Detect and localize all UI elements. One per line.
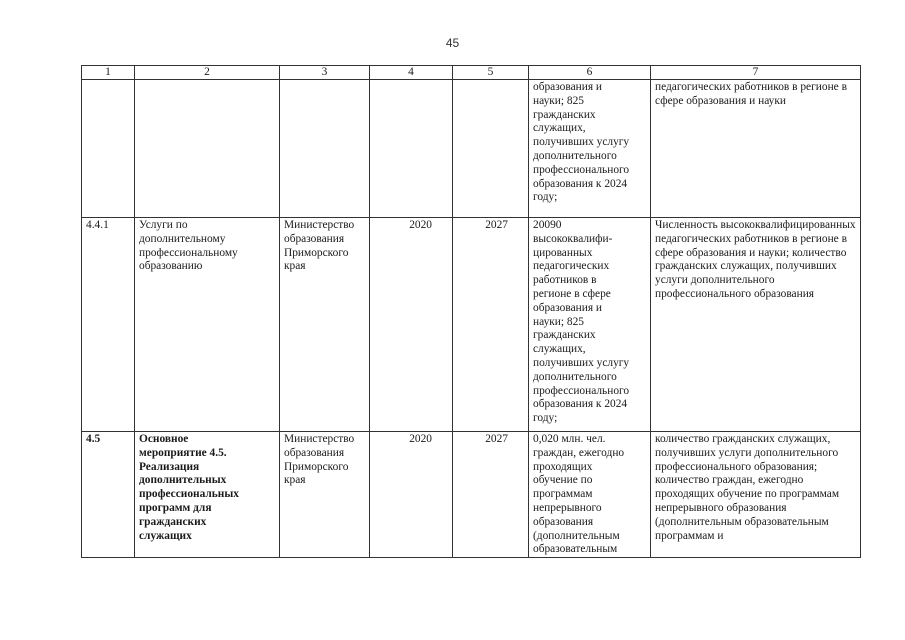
- cell-start-year: 2020: [370, 218, 453, 432]
- cell-indicator: количество гражданских служащих, получивших услуги дополнительного профессионального образования; количество граждан, ежегодно проходящих обучение по программам непрерывного образования (дополнительным образовательным программам и: [651, 432, 861, 558]
- cell-name: [135, 80, 280, 218]
- cell-number: 4.5: [82, 432, 135, 558]
- cell-name: Услуги по дополнительному профессиональному образованию: [135, 218, 280, 432]
- cell-name: Основное мероприятие 4.5. Реализация дополнительных профессиональных программ для гражданских служащих: [135, 432, 280, 558]
- cell-expected-result: 0,020 млн. чел. граждан, ежегодно проходящих обучение по программам непрерывного образования (дополнительным образовательным: [529, 432, 651, 558]
- cell-indicator: Численность высококвалифицированных педагогических работников в регионе в сфере образования и науки; количество гражданских служащих, получивших услуги дополнительного профессионального образования: [651, 218, 861, 432]
- table-row-4-4-1: [82, 218, 861, 432]
- page-number: 45: [445, 36, 460, 50]
- table-row-continuation: [82, 80, 861, 218]
- cell-end-year: [453, 80, 529, 218]
- header-col-7: 7: [651, 66, 861, 80]
- cell-end-year: 2027: [453, 218, 529, 432]
- header-col-6: 6: [529, 66, 651, 80]
- cell-start-year: 2020: [370, 432, 453, 558]
- cell-executor: Министерство образования Приморского края: [280, 218, 370, 432]
- header-col-5: 5: [453, 66, 529, 80]
- cell-expected-result: образования и науки; 825 гражданских служащих, получивших услугу дополнительного профессионального образования к 2024 году;: [529, 80, 651, 218]
- header-col-1: 1: [82, 66, 135, 80]
- header-col-3: 3: [280, 66, 370, 80]
- cell-number: [82, 80, 135, 218]
- header-row: [82, 66, 861, 80]
- cell-executor: [280, 80, 370, 218]
- cell-start-year: [370, 80, 453, 218]
- table-row-4-5: [82, 432, 861, 558]
- header-col-2: 2: [135, 66, 280, 80]
- cell-indicator: педагогических работников в регионе в сфере образования и науки: [651, 80, 861, 218]
- cell-number: 4.4.1: [82, 218, 135, 432]
- program-table: [81, 65, 861, 558]
- header-col-4: 4: [370, 66, 453, 80]
- cell-executor: Министерство образования Приморского края: [280, 432, 370, 558]
- cell-end-year: 2027: [453, 432, 529, 558]
- cell-expected-result: 20090 высококвалифи- цированных педагогических работников в регионе в сфере образования и науки; 825 гражданских служащих, получивших услугу дополнительного профессионального образования к 2024 году;: [529, 218, 651, 432]
